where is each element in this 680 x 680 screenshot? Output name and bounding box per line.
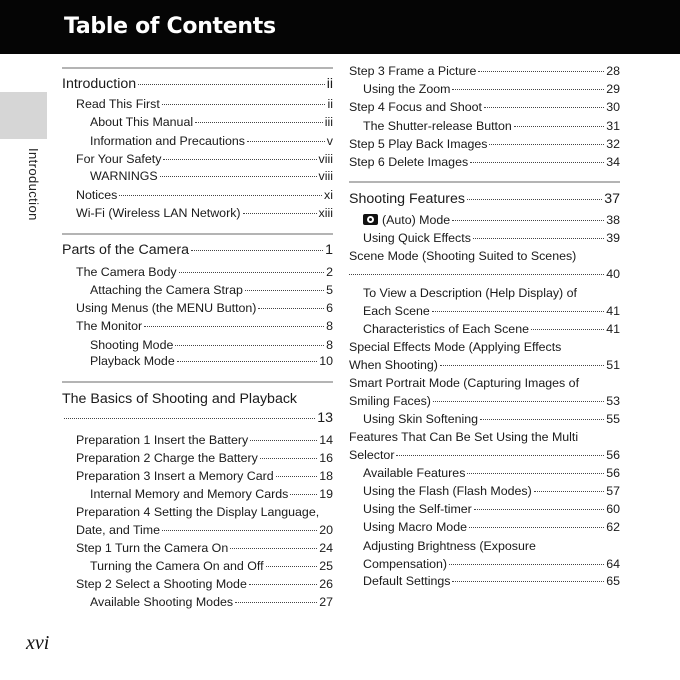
toc-entry[interactable]: Using Menus (the MENU Button) 6 — [76, 301, 333, 315]
toc-entry[interactable]: Using the Zoom 29 — [363, 82, 620, 96]
camera-icon — [363, 214, 378, 225]
toc-entry[interactable]: Each Scene 41 — [363, 304, 620, 318]
toc-entry[interactable]: For Your Safety viii — [76, 152, 333, 166]
toc-section-heading[interactable]: Shooting Features 37 — [349, 191, 620, 207]
toc-entry[interactable]: The Camera Body 2 — [76, 265, 333, 279]
toc-entry[interactable]: Special Effects Mode (Applying Effects — [349, 340, 562, 354]
toc-entry[interactable]: The Monitor 8 — [76, 319, 333, 333]
toc-entry[interactable]: Preparation 2 Charge the Battery 16 — [76, 451, 333, 465]
toc-entry[interactable]: Step 2 Select a Shooting Mode 26 — [76, 577, 333, 591]
toc-entry[interactable]: Playback Mode 10 — [90, 354, 333, 368]
toc-entry[interactable]: WARNINGS viii — [90, 169, 333, 183]
toc-entry[interactable]: Preparation 1 Insert the Battery 14 — [76, 433, 333, 447]
toc-entry[interactable]: Default Settings 65 — [363, 574, 620, 588]
toc-section-heading-page[interactable]: 13 — [62, 408, 333, 428]
section-divider — [62, 381, 333, 383]
toc-entry[interactable]: Notices xi — [76, 188, 333, 202]
toc-entry[interactable]: Turning the Camera On and Off 25 — [90, 559, 333, 573]
section-divider — [62, 67, 333, 69]
toc-entry[interactable]: Features That Can Be Set Using the Multi — [349, 430, 579, 444]
toc-section-heading[interactable]: Introduction ii — [62, 76, 333, 92]
toc-entry[interactable]: Smart Portrait Mode (Capturing Images of — [349, 376, 580, 390]
toc-entry[interactable]: Step 5 Play Back Images 32 — [349, 137, 620, 151]
toc-section-heading[interactable]: Parts of the Camera 1 — [62, 242, 333, 258]
toc-entry[interactable]: Shooting Mode 8 — [90, 338, 333, 352]
toc-entry[interactable]: Scene Mode (Shooting Suited to Scenes) — [349, 249, 577, 263]
header-bar — [0, 0, 680, 54]
toc-entry[interactable]: Using Skin Softening 55 — [363, 412, 620, 426]
toc-entry[interactable]: Smiling Faces) 53 — [349, 394, 620, 408]
toc-entry[interactable]: Compensation) 64 — [363, 557, 620, 571]
toc-entry[interactable]: Using the Flash (Flash Modes) 57 — [363, 484, 620, 498]
toc-entry[interactable]: Available Shooting Modes 27 — [90, 595, 333, 609]
toc-section-introduction — [62, 67, 333, 220]
toc-entry[interactable]: When Shooting) 51 — [349, 358, 620, 372]
toc-entry[interactable]: Selector 56 — [349, 448, 620, 462]
toc-entry[interactable]: Using the Self-timer 60 — [363, 502, 620, 516]
section-divider — [349, 181, 620, 183]
toc-entry[interactable]: Preparation 4 Setting the Display Language, — [76, 505, 320, 519]
page-number: xvi — [26, 632, 50, 654]
toc-entry[interactable]: Characteristics of Each Scene 41 — [363, 322, 620, 336]
toc-entry[interactable]: Step 4 Focus and Shoot 30 — [349, 100, 620, 114]
toc-entry[interactable]: The Shutter-release Button 31 — [363, 119, 620, 133]
toc-entry[interactable]: Step 3 Frame a Picture 28 — [349, 64, 620, 78]
toc-entry[interactable]: Attaching the Camera Strap 5 — [90, 283, 333, 297]
toc-entry[interactable]: Internal Memory and Memory Cards 19 — [90, 487, 333, 501]
side-tab-label: Introduction — [26, 148, 41, 221]
page-title: Table of Contents — [64, 14, 276, 39]
section-divider — [62, 233, 333, 235]
toc-entry[interactable]: (Auto) Mode 38 — [363, 211, 620, 229]
toc-entry[interactable]: Preparation 3 Insert a Memory Card 18 — [76, 469, 333, 483]
toc-entry[interactable]: Wi-Fi (Wireless LAN Network) xiii — [76, 206, 333, 220]
toc-entry[interactable]: Information and Precautions v — [90, 134, 333, 148]
toc-entry[interactable]: Adjusting Brightness (Exposure — [363, 539, 536, 553]
toc-section-shooting — [349, 181, 620, 588]
toc-entry[interactable]: Step 1 Turn the Camera On 24 — [76, 541, 333, 555]
toc-section-heading[interactable]: The Basics of Shooting and Playback — [62, 391, 298, 407]
side-tab[interactable] — [0, 92, 47, 139]
toc-section-basics — [62, 381, 333, 609]
toc-entry[interactable]: 40 — [349, 265, 620, 283]
toc-entry[interactable]: About This Manual iii — [90, 115, 333, 129]
toc-entry[interactable]: To View a Description (Help Display) of — [363, 286, 577, 300]
toc-entry[interactable]: Read This First ii — [76, 97, 333, 111]
toc-section-parts — [62, 233, 333, 368]
toc-entry[interactable]: Using Macro Mode 62 — [363, 520, 620, 534]
toc-entry[interactable]: Step 6 Delete Images 34 — [349, 155, 620, 169]
toc-entry[interactable]: Date, and Time 20 — [76, 523, 333, 537]
toc-entry[interactable]: Using Quick Effects 39 — [363, 231, 620, 245]
toc-entry[interactable]: Available Features 56 — [363, 466, 620, 480]
